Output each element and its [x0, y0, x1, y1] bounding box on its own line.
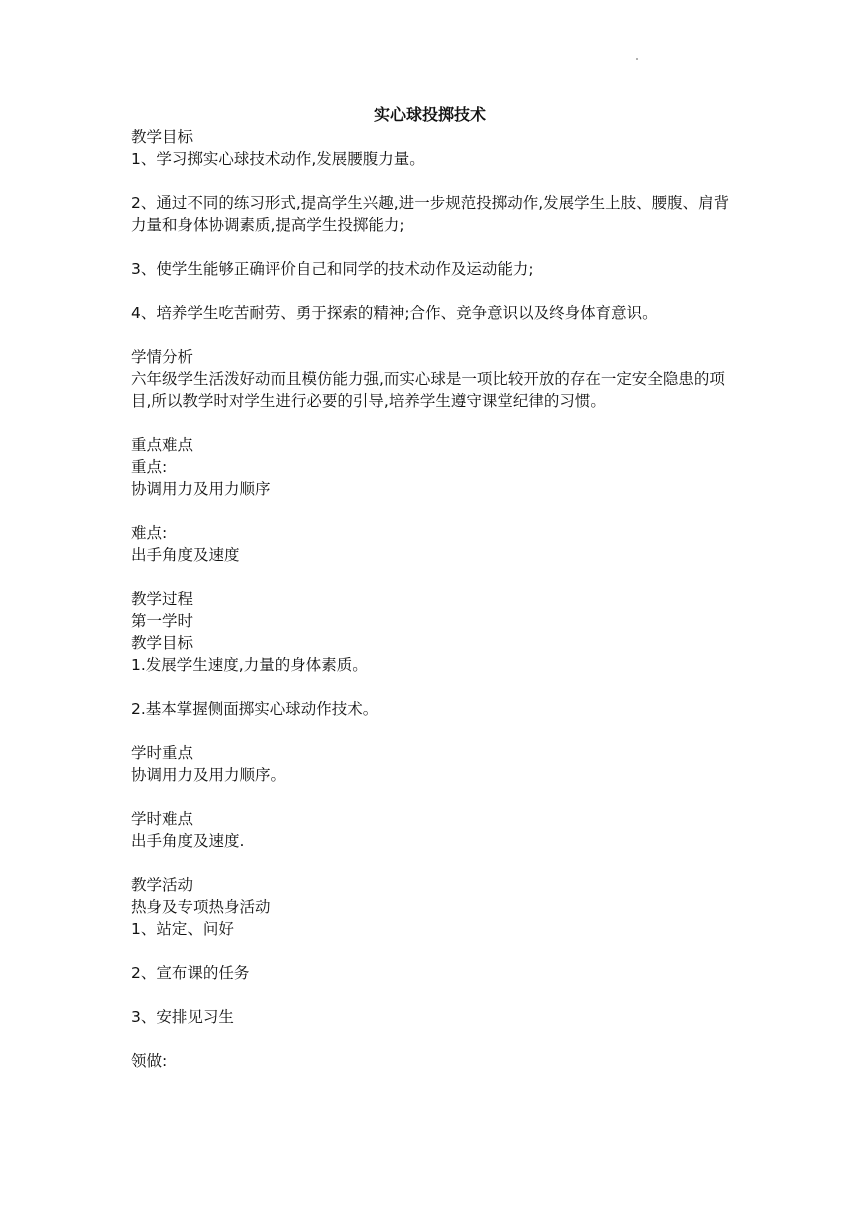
- heading-teaching-activity: 教学活动: [131, 876, 194, 894]
- lesson-one-heading: 第一学时: [131, 612, 194, 630]
- lesson-goal-1: 1.发展学生速度,力量的身体素质。: [131, 656, 368, 674]
- heading-lesson-key: 学时重点: [131, 744, 194, 762]
- header-dot: [636, 58, 638, 60]
- goal-item-1: 1、学习掷实心球技术动作,发展腰腹力量。: [131, 150, 425, 168]
- key-point-label: 重点:: [131, 458, 168, 476]
- student-analysis-text: 六年级学生活泼好动而且模仿能力强,而实心球是一项比较开放的存在一定安全隐患的项目,所以教学时对学生进行必要的引导,培养学生遵守课堂纪律的习惯。: [131, 370, 725, 410]
- lesson-key-text: 协调用力及用力顺序。: [131, 766, 287, 784]
- lesson-goal-2: 2.基本掌握侧面掷实心球动作技术。: [131, 700, 379, 718]
- activity-item-2: 2、宣布课的任务: [131, 964, 250, 982]
- goal-item-4: 4、培养学生吃苦耐劳、勇于探索的精神;合作、竞争意识以及终身体育意识。: [131, 304, 658, 322]
- heading-key-difficult: 重点难点: [131, 436, 194, 454]
- lead-label: 领做:: [131, 1052, 168, 1070]
- lesson-difficult-text: 出手角度及速度.: [131, 832, 245, 850]
- heading-lesson-goals: 教学目标: [131, 634, 194, 652]
- difficult-point-label: 难点:: [131, 524, 168, 542]
- warmup-heading: 热身及专项热身活动: [131, 898, 271, 916]
- heading-teaching-process: 教学过程: [131, 590, 194, 608]
- activity-item-1: 1、站定、问好: [131, 920, 234, 938]
- goal-item-2: 2、通过不同的练习形式,提高学生兴趣,进一步规范投掷动作,发展学生上肢、腰腹、肩背力量和身体协调素质,提高学生投掷能力;: [131, 194, 730, 234]
- document-body: [131, 126, 731, 1072]
- activity-item-3: 3、安排见习生: [131, 1008, 234, 1026]
- heading-lesson-difficult: 学时难点: [131, 810, 194, 828]
- goal-item-3: 3、使学生能够正确评价自己和同学的技术动作及运动能力;: [131, 260, 534, 278]
- document-title: 实心球投掷技术: [373, 105, 486, 124]
- difficult-point-text: 出手角度及速度: [131, 546, 240, 564]
- heading-student-analysis: 学情分析: [131, 348, 194, 366]
- key-point-text: 协调用力及用力顺序: [131, 480, 271, 498]
- heading-teaching-goals: 教学目标: [131, 128, 194, 146]
